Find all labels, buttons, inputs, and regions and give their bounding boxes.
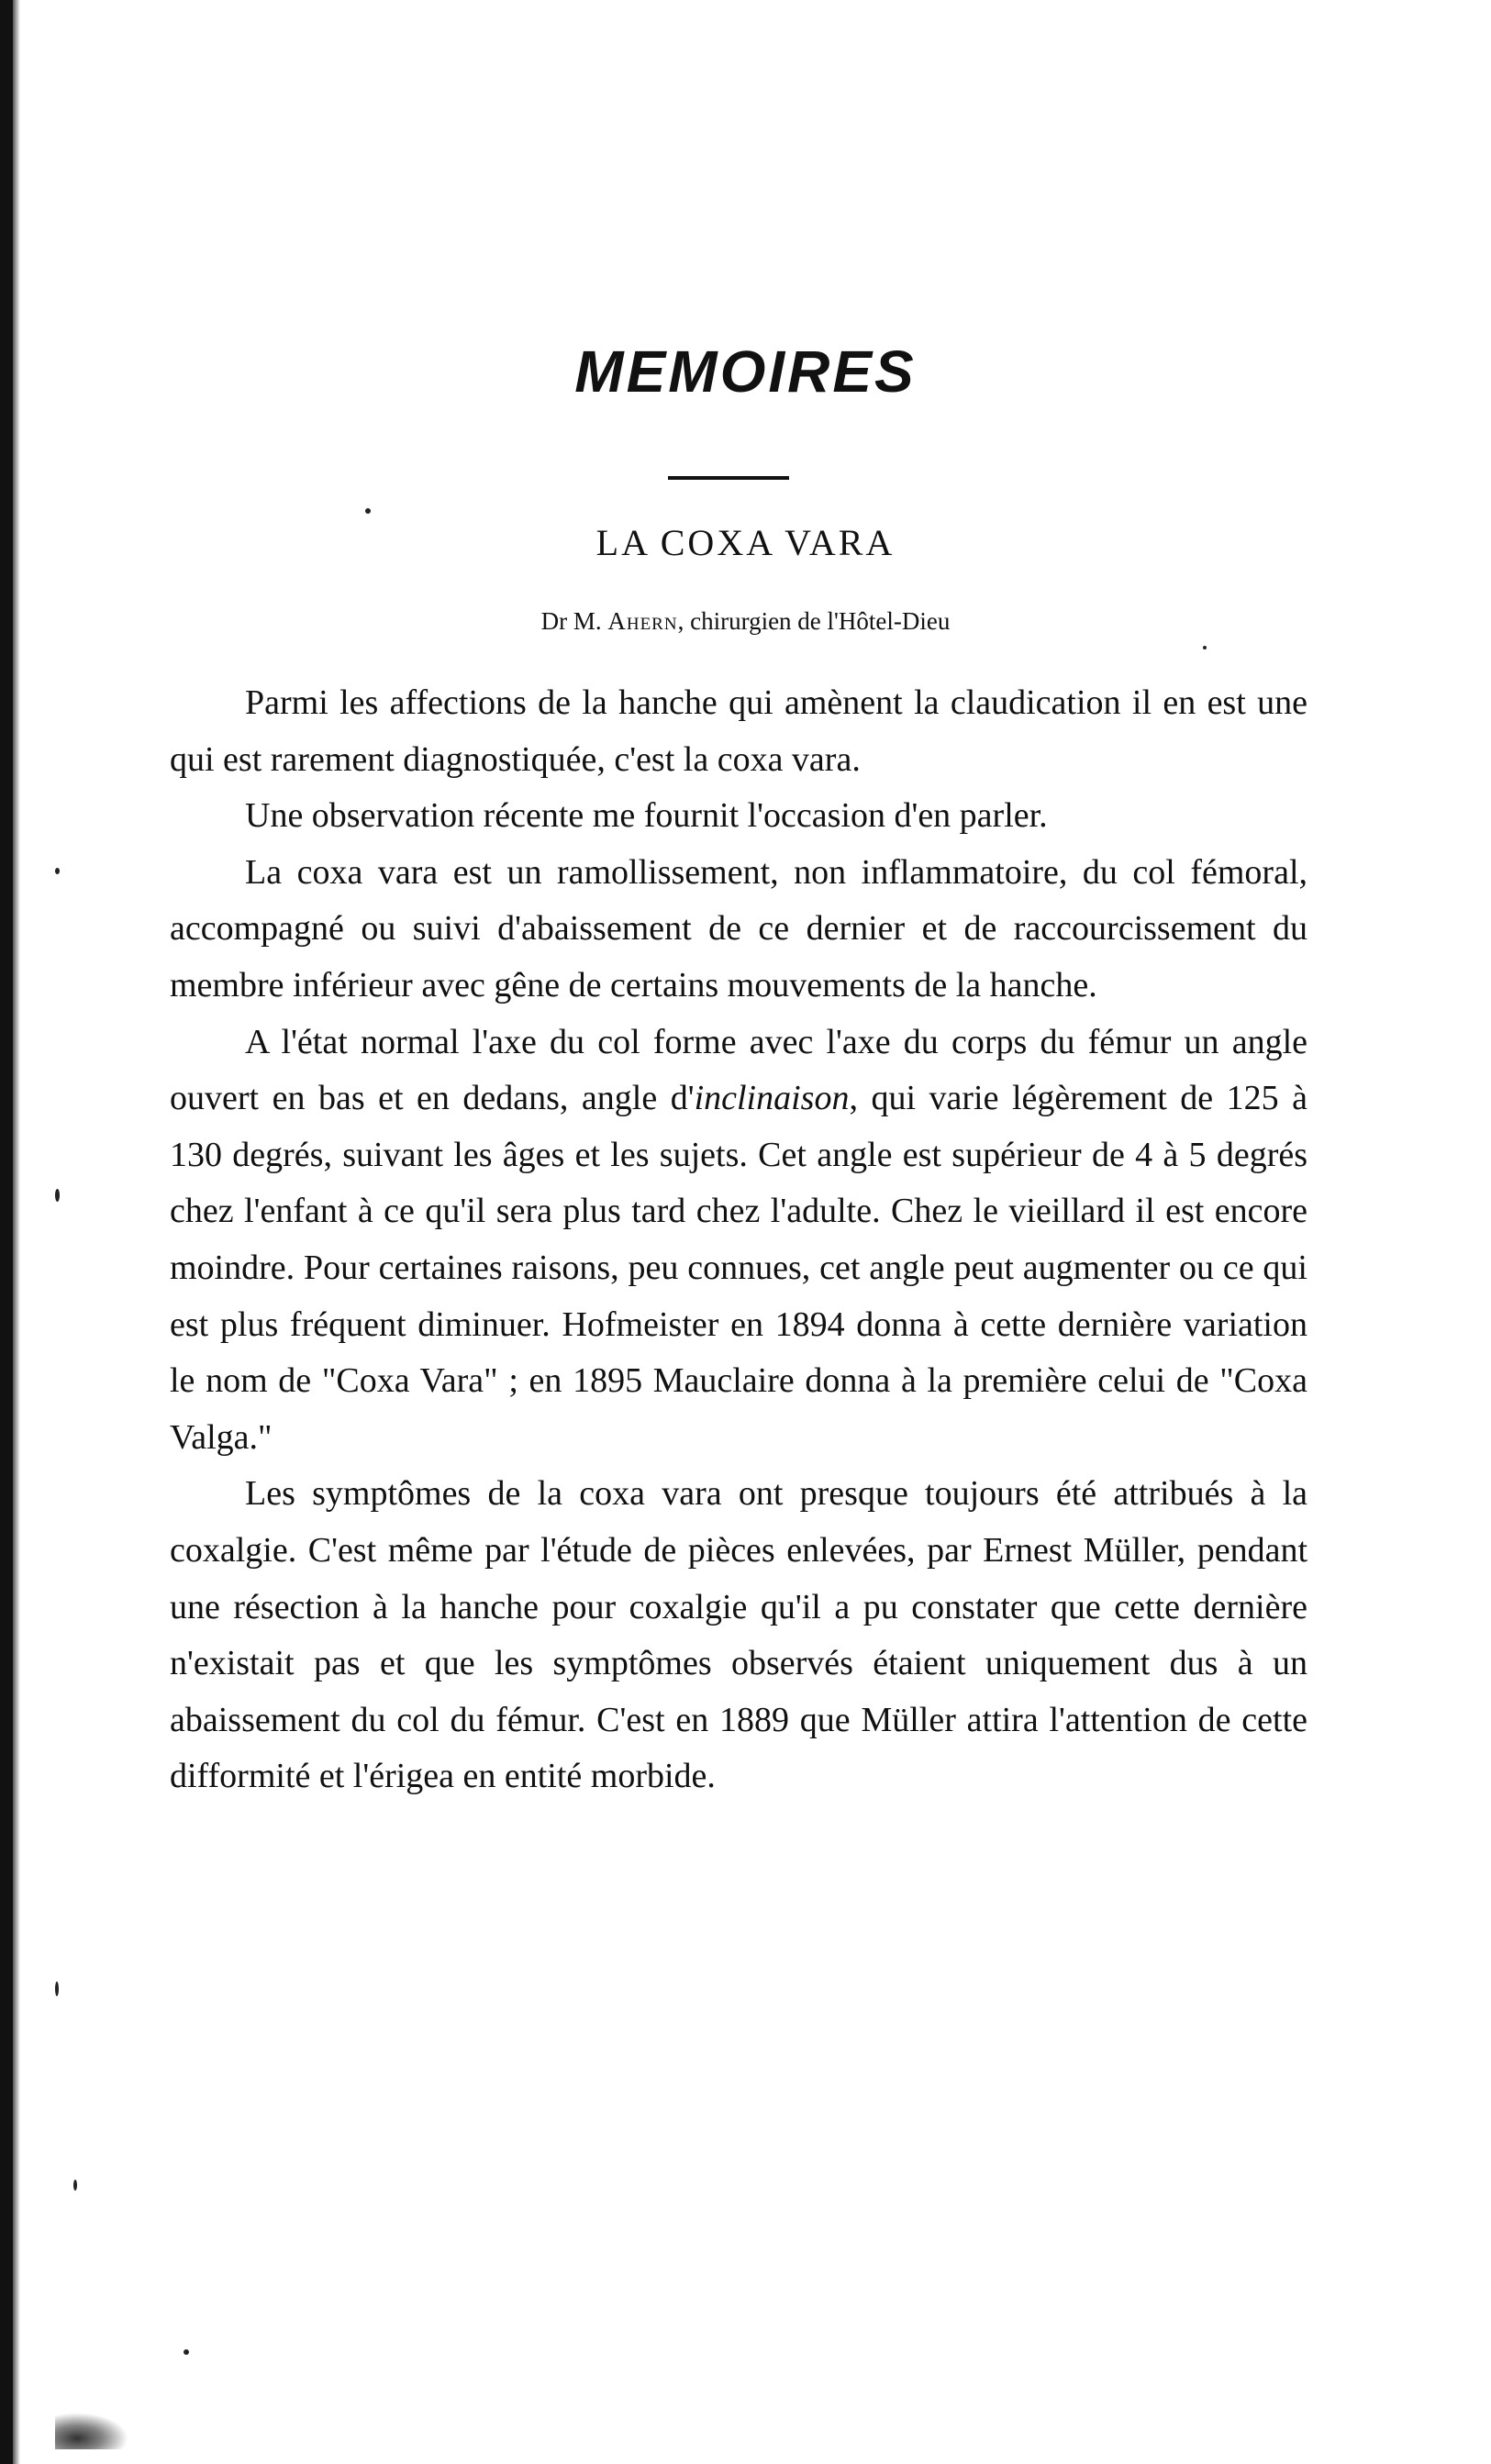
scan-smudge <box>55 2413 128 2449</box>
title-divider <box>668 476 789 480</box>
scan-speck <box>55 868 60 874</box>
scan-speck <box>184 2349 189 2355</box>
paragraph-text: , qui varie légèrement de 125 à 130 degrés, suivant les âges et les sujets. Cet angle est supérieur de 4 à 5 degrés chez l'enfant à ce qu'il sera plus tard chez l'adulte. Chez le vieillard il est encore moindre. Pour certaines raisons, peu connues, cet angle peut augmenter ou ce qui est plus fréquent diminuer. Hofmeister en 1894 donna à cette dernière variation le nom de "Coxa Vara" ; en 1895 Mauclaire donna à la première celui de "Coxa Valga." <box>170 1079 1308 1457</box>
scan-speck <box>55 1981 59 1996</box>
paragraph <box>170 1015 1307 1467</box>
paragraph: Les symptômes de la coxa vara ont presque toujours été attribués à la coxalgie. C'est même par l'étude de pièces enlevées, par Ernest Müller, pendant une résection à la hanche pour coxalgie qu'il a pu constater que cette dernière n'existait pas et que les symptômes observés étaient uniquement dus à un abaissement du col du fémur. C'est en 1889 que Müller attira l'attention de cette difformité et l'érigea en entité morbide. <box>170 1474 1307 1796</box>
byline <box>0 607 1491 636</box>
page-title: MEMOIRES <box>574 339 917 405</box>
paragraph: Parmi les affections de la hanche qui amènent la claudication il en est une qui est rarement diagnostiquée, c'est la coxa vara. <box>170 683 1307 779</box>
paragraph: Une observation récente me fournit l'occasion d'en parler. <box>245 796 1048 836</box>
article-title: LA COXA VARA <box>595 522 896 563</box>
article-body <box>170 675 1307 1805</box>
author-name: Ahern <box>607 607 678 635</box>
scan-speck <box>55 1189 60 1202</box>
emphasized-term: inclinaison <box>694 1079 850 1118</box>
byline-prefix: Dr M. <box>540 607 608 635</box>
paragraph-text: A l'état normal l'axe du col forme avec l'axe du corps du fémur un angle ouvert en bas et en dedans, angle d' <box>170 1022 1307 1118</box>
scan-speck <box>365 508 371 514</box>
scan-speck <box>1203 646 1207 649</box>
author-affiliation: , chirurgien de l'Hôtel-Dieu <box>677 607 951 635</box>
paragraph: La coxa vara est un ramollissement, non inflammatoire, du col fémoral, accompagné ou suivi d'abaissement de ce dernier et de raccourcissement du membre inférieur avec gêne de certains mouvements de la hanche. <box>170 852 1307 1004</box>
scan-speck <box>73 2180 77 2191</box>
